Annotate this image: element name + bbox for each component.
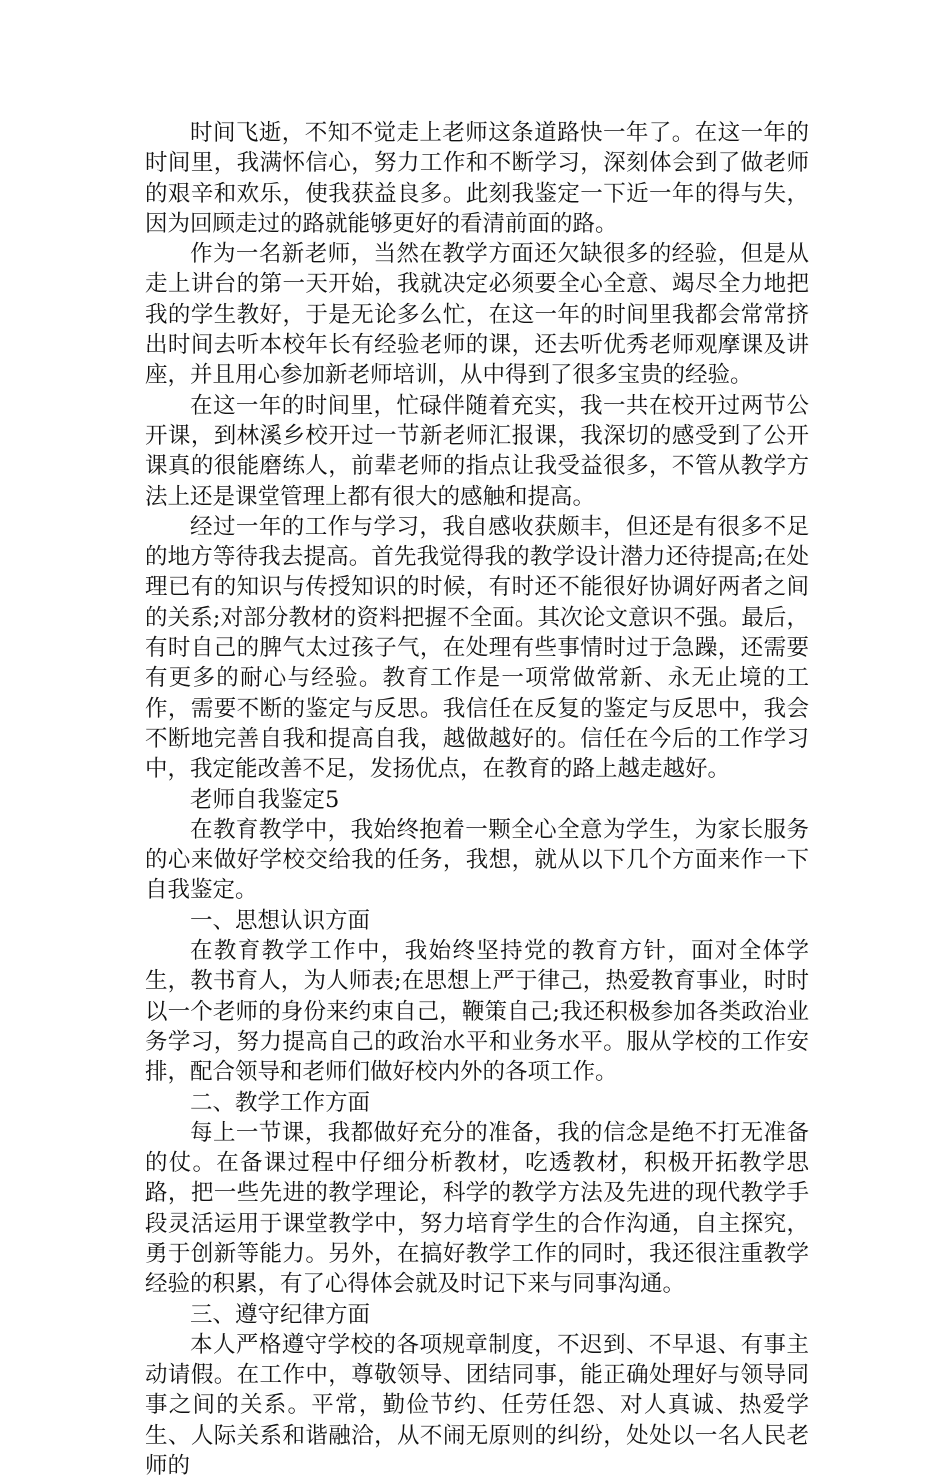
subheading-discipline: 三、遵守纪律方面 bbox=[190, 1301, 371, 1328]
paragraph-section-intro: 在教育教学中，我始终抱着一颗全心全意为学生，为家长服务的心来做好学校交给我的任务，我想，就从以下几个方面来作一下自我鉴定。 bbox=[145, 816, 809, 904]
paragraph-ideology: 在教育教学工作中，我始终坚持党的教育方针，面对全体学生，教书育人，为人师表;在思想上严于律己，热爱教育事业，时时以一个老师的身份来约束自己，鞭策自己;我还积极参加各类政治业务学习，努力提高自己的政治水平和业务水平。服从学校的工作安排，配合领导和老师们做好校内外的各项工作。 bbox=[145, 938, 809, 1086]
subheading-ideology: 一、思想认识方面 bbox=[190, 907, 371, 934]
subheading-teaching: 二、教学工作方面 bbox=[190, 1089, 371, 1116]
paragraph-shortcomings: 经过一年的工作与学习，我自感收获颇丰，但还是有很多不足的地方等待我去提高。首先我觉得我的教学设计潜力还待提高;在处理已有的知识与传授知识的时候，有时还不能很好协调好两者之间的关系;对部分教材的资料把握不全面。其次论文意识不强。最后，有时自己的脾气太过孩子气，在处理有些事情时过于急躁，还需要有更多的耐心与经验。教育工作是一项常做常新、永无止境的工作，需要不断的鉴定与反思。我信任在反复的鉴定与反思中，我会不断地完善自我和提高自我，越做越好的。信任在今后的工作学习中，我定能改善不足，发扬优点，在教育的路上越走越好。 bbox=[145, 513, 809, 783]
paragraph-discipline: 本人严格遵守学校的各项规章制度，不迟到、不早退、有事主动请假。在工作中，尊敬领导、团结同事，能正确处理好与领导同事之间的关系。平常，勤俭节约、任劳任怨、对人真诚、热爱学生、人际关系和谐融洽，从不闹无原则的纠纷，处处以一名人民老师的 bbox=[145, 1331, 809, 1480]
document-body bbox=[145, 118, 809, 1481]
paragraph-teaching: 每上一节课，我都做好充分的准备，我的信念是绝不打无准备的仗。在备课过程中仔细分析教材，吃透教材，积极开拓教学思路，把一些先进的教学理论，科学的教学方法及先进的现代教学手段灵活运用于课堂教学中，努力培育学生的合作沟通，自主探究，勇于创新等能力。另外，在搞好教学工作的同时，我还很注重教学经验的积累，有了心得体会就及时记下来与同事沟通。 bbox=[145, 1119, 809, 1298]
paragraph-new-teacher: 作为一名新老师，当然在教学方面还欠缺很多的经验，但是从走上讲台的第一天开始，我就决定必须要全心全意、竭尽全力地把我的学生教好，于是无论多么忙，在这一年的时间里我都会常常挤出时间去听本校年长有经验老师的课，还去听优秀老师观摩课及讲座，并且用心参加新老师培训，从中得到了很多宝贵的经验。 bbox=[145, 241, 809, 389]
section-heading: 老师自我鉴定5 bbox=[190, 786, 340, 813]
paragraph-open-class: 在这一年的时间里，忙碌伴随着充实，我一共在校开过两节公开课，到林溪乡校开过一节新老师汇报课，我深切的感受到了公开课真的很能磨练人，前辈老师的指点让我受益很多，不管从教学方法上还是课堂管理上都有很大的感触和提高。 bbox=[145, 392, 809, 510]
paragraph-intro: 时间飞逝，不知不觉走上老师这条道路快一年了。在这一年的时间里，我满怀信心，努力工作和不断学习，深刻体会到了做老师的艰辛和欢乐，使我获益良多。此刻我鉴定一下近一年的得与失，因为回顾走过的路就能够更好的看清前面的路。 bbox=[145, 120, 809, 237]
